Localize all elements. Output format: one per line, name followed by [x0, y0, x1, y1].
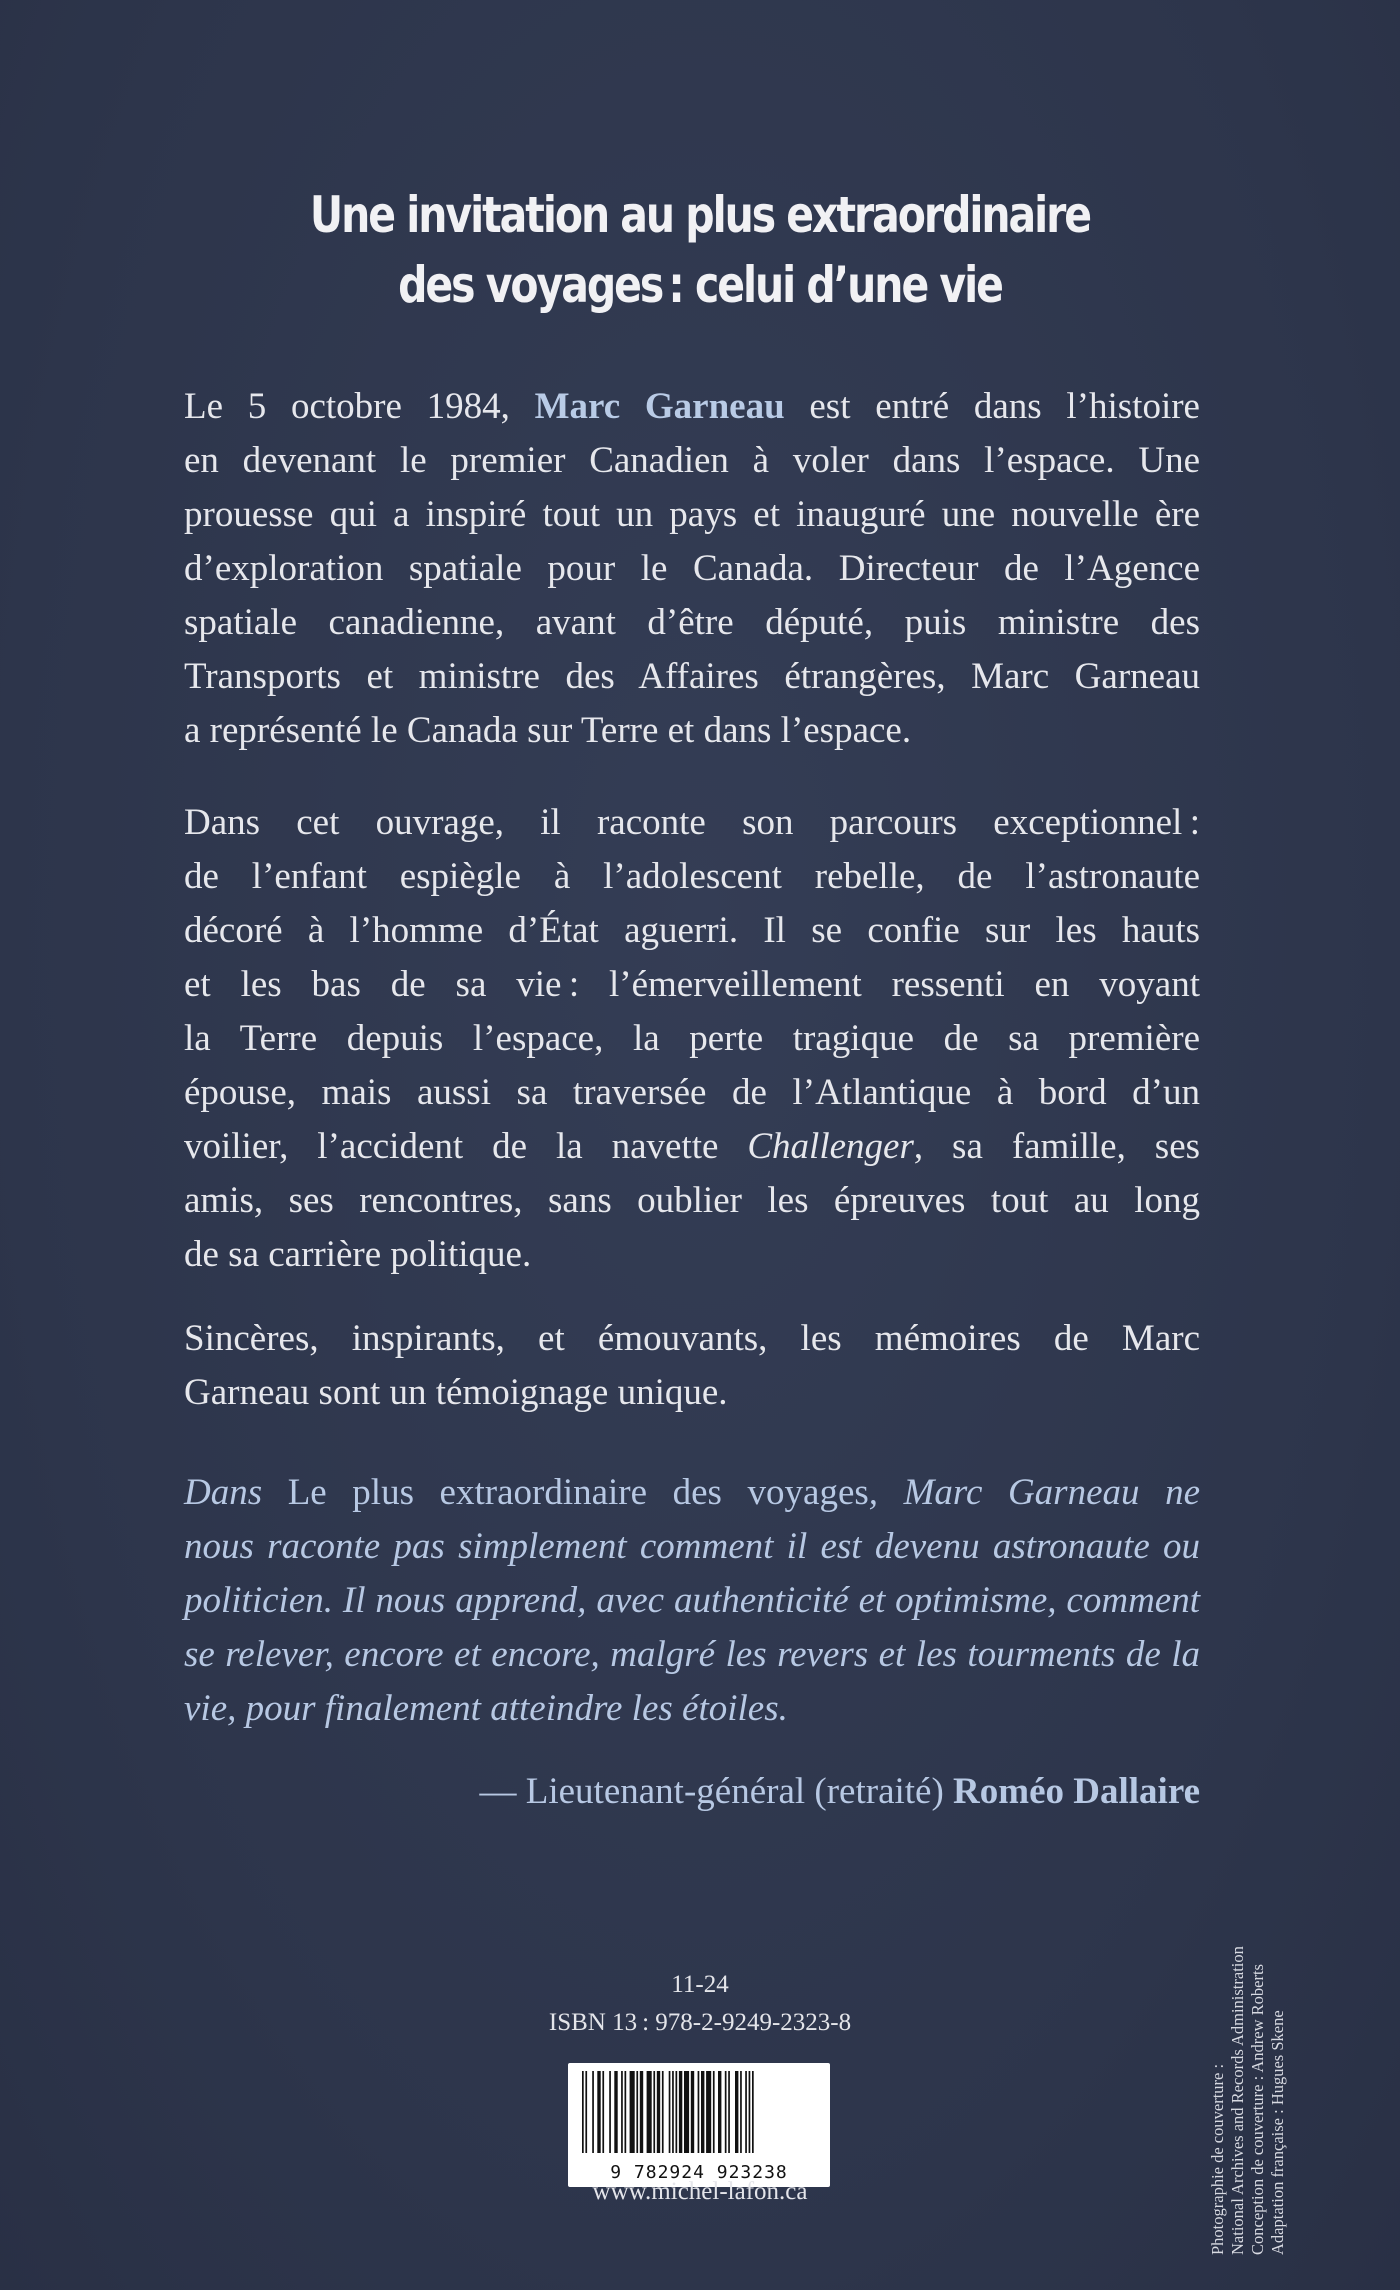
text-run: , sa famille, ses	[913, 1126, 1201, 1167]
quote-line: vie, pour finalement atteindre les étoiles.	[184, 1688, 788, 1729]
isbn: ISBN 13 : 978-2-9249-2323-8	[548, 2009, 852, 2036]
barcode-bar	[640, 2071, 643, 2153]
attribution-name: Roméo Dallaire	[953, 1771, 1200, 1812]
barcode-bar	[713, 2071, 715, 2153]
barcode-bar	[735, 2071, 738, 2153]
barcode-bar	[585, 2071, 587, 2153]
barcode-bar	[718, 2071, 721, 2153]
paragraph-line	[184, 380, 1200, 434]
headline-line-2: des voyages : celui d’une vie	[398, 256, 1002, 314]
credit-line: National Archives and Records Administration	[1228, 1946, 1247, 2255]
paragraph-line: la Terre depuis l’espace, la perte tragique de sa première	[184, 1018, 1200, 1059]
paragraph-summary	[184, 796, 1200, 1282]
barcode-bar	[621, 2071, 623, 2153]
barcode-bar	[647, 2071, 652, 2153]
barcode-bar	[662, 2071, 664, 2153]
credit-line: Photographie de couverture :	[1208, 2063, 1227, 2255]
barcode-bar	[676, 2071, 678, 2153]
barcode-bar	[745, 2071, 747, 2153]
barcode-bar	[657, 2071, 660, 2153]
barcode-bar	[609, 2071, 611, 2153]
paragraph-line: en devenant le premier Canadien à voler dans l’espace. Une	[184, 440, 1200, 481]
barcode-bar	[752, 2071, 754, 2153]
author-name: Marc Garneau	[534, 386, 785, 427]
shuttle-name: Challenger	[747, 1126, 914, 1167]
paragraph-line: de sa carrière politique.	[184, 1234, 532, 1275]
barcode-bar	[684, 2071, 689, 2153]
barcode-bar	[728, 2071, 730, 2153]
barcode-bar	[582, 2071, 584, 2153]
quote-line: politicien. Il nous apprend, avec authenticité et optimisme, comment	[184, 1580, 1200, 1621]
paragraph-line: amis, ses rencontres, sans oublier les épreuves tout au long	[184, 1180, 1200, 1221]
paragraph-line	[184, 1120, 1200, 1174]
bibliographic-info	[0, 1966, 1400, 2042]
barcode-bar	[698, 2071, 700, 2153]
text-run: Dans	[184, 1472, 288, 1513]
barcode-bar	[701, 2071, 704, 2153]
barcode-bar	[597, 2071, 600, 2153]
text-run: voilier, l’accident de la navette	[184, 1126, 748, 1167]
paragraph-intro	[184, 380, 1200, 758]
credit-line: Adaptation française : Hugues Skene	[1268, 2010, 1287, 2255]
barcode-bar	[749, 2071, 751, 2153]
barcode-bars	[578, 2071, 820, 2153]
paragraph-line: Transports et ministre des Affaires étrangères, Marc Garneau	[184, 656, 1200, 697]
attribution-prefix: — Lieutenant-général (retraité)	[479, 1771, 954, 1812]
paragraph-line: Sincères, inspirants, et émouvants, les mémoires de Marc	[184, 1318, 1200, 1359]
paragraph-closing	[184, 1312, 1200, 1420]
barcode-bar	[672, 2071, 674, 2153]
text-run: Le 5 octobre 1984,	[184, 386, 535, 427]
barcode-bar	[602, 2071, 604, 2153]
quote-attribution	[480, 1770, 1201, 1813]
headline	[126, 180, 1274, 320]
paragraph-line: a représenté le Canada sur Terre et dans l’espace.	[184, 710, 912, 751]
print-code: 11-24	[671, 1971, 729, 1998]
barcode-bar	[669, 2071, 671, 2153]
paragraph-line: spatiale canadienne, avant d’être député, puis ministre des	[184, 602, 1200, 643]
paragraph-line: décoré à l’homme d’État aguerri. Il se confie sur les hauts	[184, 910, 1200, 951]
headline-line-1: Une invitation au plus extraordinaire	[309, 186, 1091, 244]
paragraph-line: prouesse qui a inspiré tout un pays et inauguré une nouvelle ère	[184, 494, 1200, 535]
barcode-bar	[653, 2071, 655, 2153]
paragraph-line: d’exploration spatiale pour le Canada. Directeur de l’Agence	[184, 548, 1200, 589]
barcode-bar	[592, 2071, 594, 2153]
text-run: , Marc Garneau ne	[868, 1472, 1200, 1513]
barcode	[568, 2063, 830, 2187]
paragraph-line: Garneau sont un témoignage unique.	[184, 1372, 728, 1413]
publisher-website: www.michel-lafon.ca	[592, 2178, 808, 2205]
barcode-bar	[679, 2071, 682, 2153]
barcode-bar	[725, 2071, 727, 2153]
barcode-bar	[740, 2071, 742, 2153]
paragraph-line: épouse, mais aussi sa traversée de l’Atlantique à bord d’un	[184, 1072, 1200, 1113]
cover-credits	[1208, 1825, 1288, 2255]
book-title: Le plus extraordinaire des voyages	[287, 1472, 869, 1513]
paragraph-line: de l’enfant espiègle à l’adolescent rebelle, de l’astronaute	[184, 856, 1200, 897]
text-run: est entré dans l’histoire	[784, 386, 1200, 427]
quote-line: se relever, encore et encore, malgré les revers et les tourments de la	[184, 1634, 1200, 1675]
barcode-digits: 9 782924 923238	[610, 2162, 788, 2183]
quote-line: nous raconte pas simplement comment il est devenu astronaute ou	[184, 1526, 1200, 1567]
barcode-bar	[630, 2071, 635, 2153]
paragraph-line: et les bas de sa vie : l’émerveillement ressenti en voyant	[184, 964, 1200, 1005]
barcode-bar	[625, 2071, 627, 2153]
barcode-bar	[691, 2071, 694, 2153]
endorsement-quote	[184, 1466, 1200, 1736]
barcode-bar	[706, 2071, 711, 2153]
barcode-bar	[614, 2071, 617, 2153]
paragraph-line: Dans cet ouvrage, il raconte son parcours exceptionnel :	[184, 802, 1200, 843]
credit-line: Conception de couverture : Andrew Roberts	[1248, 1964, 1267, 2255]
quote-line	[184, 1466, 1200, 1520]
barcode-bar	[636, 2071, 638, 2153]
